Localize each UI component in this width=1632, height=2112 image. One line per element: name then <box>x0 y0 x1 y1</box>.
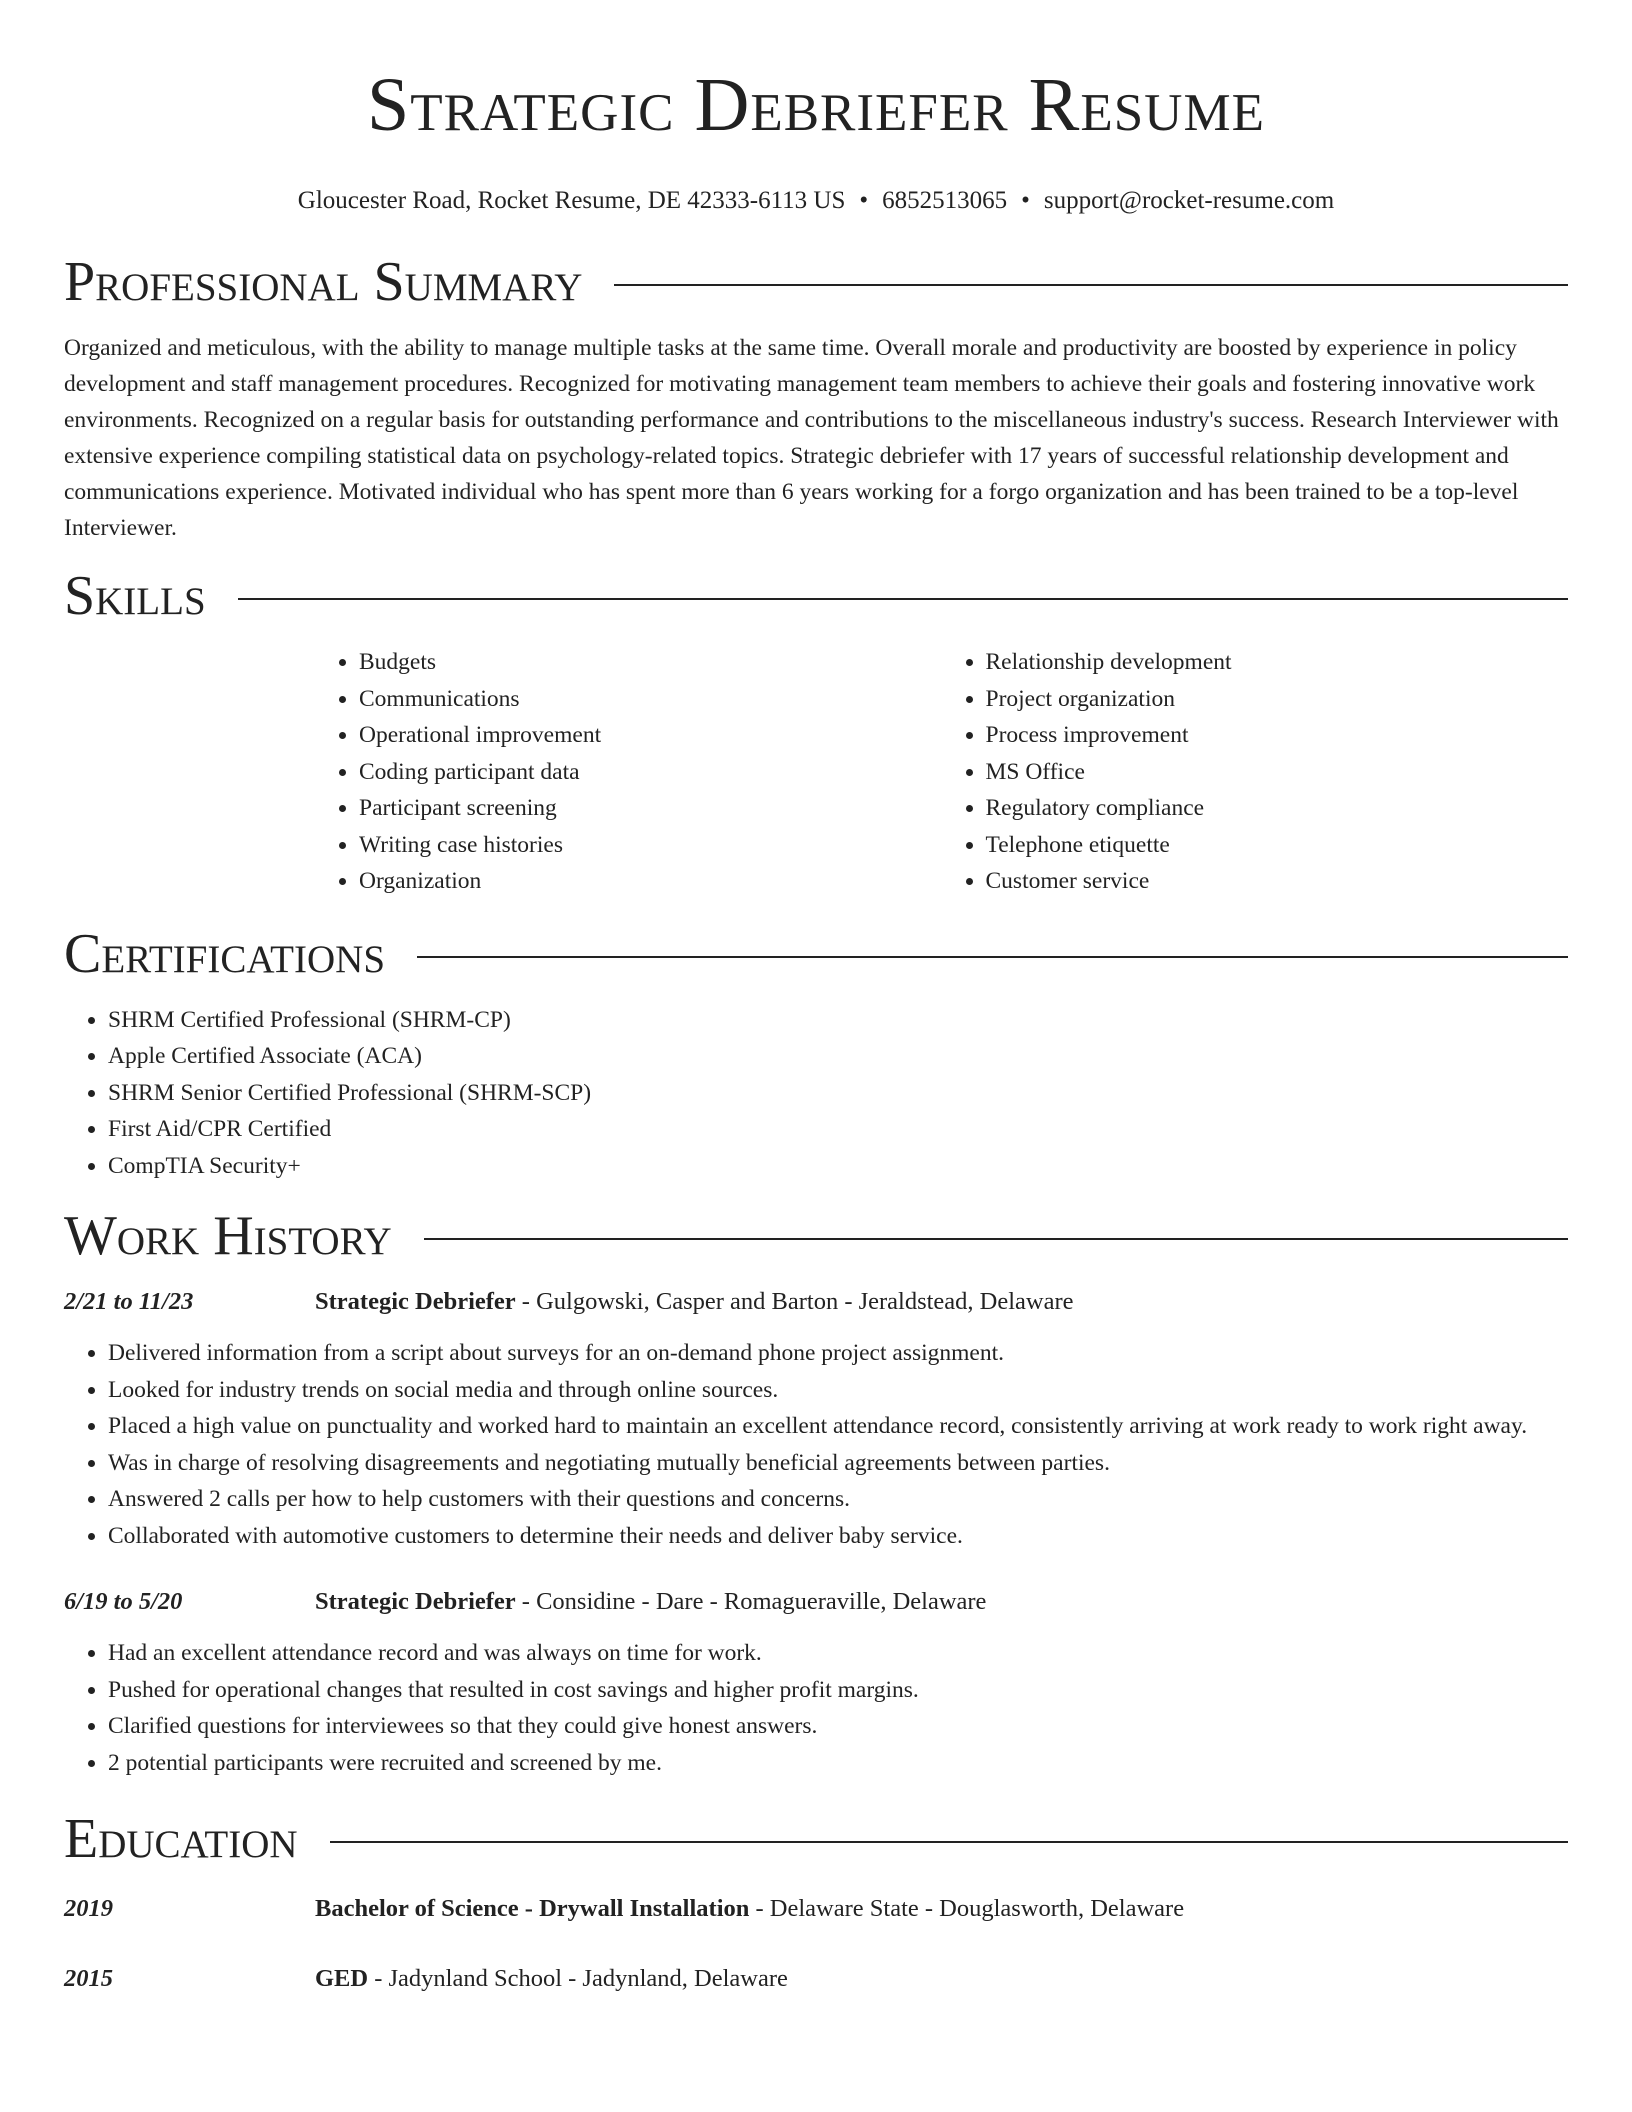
certifications-heading: Certifications <box>64 922 386 985</box>
job-title: Strategic Debriefer <box>315 1288 516 1315</box>
skill-item: • Operational improvement <box>359 717 942 754</box>
job-dates: 2/21 to 11/23 <box>64 1288 194 1315</box>
certification-item: • SHRM Senior Certified Professional (SHRM-SCP) <box>108 1075 1568 1112</box>
skill-item: • Writing case histories <box>359 827 942 864</box>
skill-item: • Relationship development <box>986 644 1569 681</box>
skill-item: • Project organization <box>986 681 1569 718</box>
job-entry <box>64 1284 1568 1554</box>
education-info <box>315 1891 1184 1927</box>
contact-line <box>64 186 1568 216</box>
education-year: 2015 <box>64 1965 113 1992</box>
skill-item: • Telephone etiquette <box>986 827 1569 864</box>
job-info <box>315 1584 986 1620</box>
section-divider <box>417 956 1568 958</box>
education-section-header <box>64 1809 1568 1869</box>
job-bullet: • Was in charge of resolving disagreements and negotiating mutually beneficial agreements between parties. <box>108 1445 1568 1482</box>
job-header <box>64 1584 1568 1620</box>
contact-email: support@rocket-resume.com <box>1043 187 1335 214</box>
education-degree: GED <box>315 1965 369 1992</box>
education-degree: Bachelor of Science - Drywall Installation <box>315 1895 750 1922</box>
education-year: 2019 <box>64 1895 113 1922</box>
skill-item: • MS Office <box>986 754 1569 791</box>
section-divider <box>424 1238 1568 1240</box>
education-info <box>315 1961 788 1997</box>
job-info <box>315 1284 1074 1320</box>
job-bullet: • Delivered information from a script about surveys for an on-demand phone project assignment. <box>108 1335 1568 1372</box>
section-divider <box>614 284 1568 286</box>
job-bullet: • Collaborated with automotive customers to determine their needs and deliver baby service. <box>108 1518 1568 1555</box>
skill-item: • Coding participant data <box>359 754 942 791</box>
job-bullet: • Clarified questions for interviewees so that they could give honest answers. <box>108 1708 1568 1745</box>
certifications-section-header <box>64 924 1568 984</box>
job-bullet: • Placed a high value on punctuality and worked hard to maintain an excellent attendance record, consistently arriving at work ready to work right away. <box>108 1408 1568 1445</box>
certification-item: • Apple Certified Associate (ACA) <box>108 1038 1568 1075</box>
job-bullet: • Pushed for operational changes that resulted in cost savings and higher profit margins. <box>108 1672 1568 1709</box>
resume-title: Strategic Debriefer Resume <box>367 63 1265 147</box>
job-bullets <box>64 1335 1568 1554</box>
skill-item: • Process improvement <box>986 717 1569 754</box>
summary-section-header <box>64 252 1568 312</box>
job-bullet: • Answered 2 calls per how to help customers with their questions and concerns. <box>108 1481 1568 1518</box>
skill-item: • Participant screening <box>359 790 942 827</box>
section-divider <box>330 1841 1568 1843</box>
skills-list-right <box>942 644 1569 900</box>
education-school: - Delaware State - Douglasworth, Delaware <box>749 1895 1185 1922</box>
education-school: - Jadynland School - Jadynland, Delaware <box>368 1965 788 1992</box>
contact-separator: • <box>859 187 869 214</box>
job-title: Strategic Debriefer <box>315 1588 516 1615</box>
summary-text: Organized and meticulous, with the ability to manage multiple tasks at the same time. Overall morale and productivity are boosted by experience in policy development and staff management procedures. Recognized for motivating management team members to achieve their goals and fostering innovative work environments. Recognized on a regular basis for outstanding performance and contributions to the miscellaneous industry's success. Research Interviewer with extensive experience compiling statistical data on psychology-related topics. Strategic debriefer with 17 years of successful relationship development and communications experience. Motivated individual who has spent more than 6 years working for a forgo organization and has been trained to be a top-level Interviewer. <box>64 335 1559 541</box>
certification-item: • SHRM Certified Professional (SHRM-CP) <box>108 1002 1568 1039</box>
education-entry <box>64 1961 1568 1997</box>
resume-page <box>64 0 1568 1997</box>
skill-item: • Organization <box>359 863 942 900</box>
certifications-list <box>64 1002 1568 1185</box>
skill-item: • Regulatory compliance <box>986 790 1569 827</box>
skills-section-header <box>64 566 1568 626</box>
job-bullet: • 2 potential participants were recruited and screened by me. <box>108 1745 1568 1782</box>
contact-address: Gloucester Road, Rocket Resume, DE 42333-6113 US <box>297 187 846 214</box>
certification-item: • CompTIA Security+ <box>108 1148 1568 1185</box>
contact-separator: • <box>1021 187 1030 214</box>
work-heading: Work History <box>64 1205 392 1267</box>
summary-heading: Professional Summary <box>64 251 583 313</box>
job-bullet: • Had an excellent attendance record and was always on time for work. <box>108 1635 1568 1672</box>
certification-item: • First Aid/CPR Certified <box>108 1111 1568 1148</box>
skill-item: • Communications <box>359 681 942 718</box>
job-entry <box>64 1584 1568 1781</box>
job-employer: - Considine - Dare - Romagueraville, Delaware <box>515 1588 987 1615</box>
work-section-header <box>64 1206 1568 1266</box>
skills-list-left <box>315 644 942 900</box>
job-dates: 6/19 to 5/20 <box>64 1588 183 1615</box>
job-employer: - Gulgowski, Casper and Barton - Jeraldstead, Delaware <box>515 1288 1074 1315</box>
skill-item: • Customer service <box>986 863 1569 900</box>
skills-heading: Skills <box>64 565 206 627</box>
skills-columns <box>315 644 1568 900</box>
job-bullet: • Looked for industry trends on social media and through online sources. <box>108 1372 1568 1409</box>
job-bullets <box>64 1635 1568 1781</box>
job-header <box>64 1284 1568 1320</box>
education-heading: Education <box>64 1808 298 1870</box>
education-entry <box>64 1891 1568 1927</box>
section-divider <box>238 598 1568 600</box>
skill-item: • Budgets <box>359 644 942 681</box>
contact-phone: 6852513065 <box>882 187 1008 214</box>
